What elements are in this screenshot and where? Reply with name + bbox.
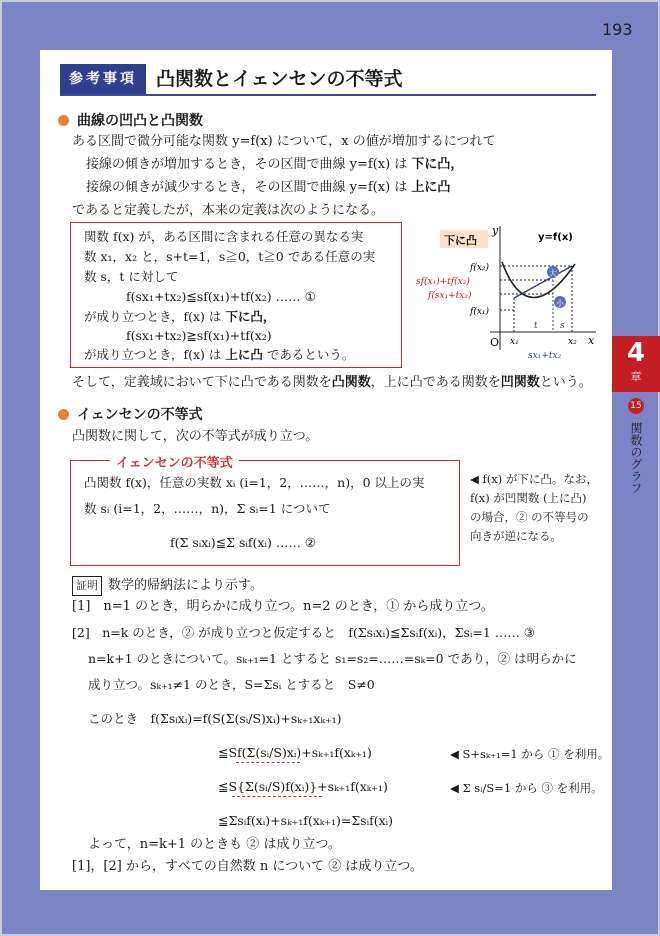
def-line-3: 数 s，t に対して	[84, 269, 179, 284]
label-sf: sf(x₁)+tf(x₂)	[416, 277, 470, 287]
proof-line-1: [1] n=1 のとき，明らかに成り立つ。n=2 のとき，① から成り立つ。	[72, 599, 494, 614]
jensen-box-title: イェンセンの不等式	[110, 452, 239, 471]
s1-line-3	[86, 179, 450, 197]
def-line-2: 数 x₁，x₂ と，s+t=1，s≧0，t≧0 である任意の実	[84, 249, 376, 264]
origin-label: O	[490, 336, 500, 349]
label-x2: x₂	[568, 337, 577, 347]
proof-line-10: [1]，[2] から，すべての自然数 n について ② は成り立つ。	[72, 859, 423, 874]
s1-after-box	[72, 374, 592, 392]
chapter-label: 章	[630, 370, 642, 383]
proof-intro	[72, 576, 263, 596]
def-line-7-text: が成り立つとき，f(x) は	[84, 347, 222, 362]
s2-intro: 凸関数に関して，次の不等式が成り立つ。	[72, 429, 319, 444]
curve-label: y=f(x)	[538, 232, 573, 243]
graph-tag: 下に凸	[444, 234, 477, 247]
def-ineq-1: f(sx₁+tx₂)≦sf(x₁)+tf(x₂) …… ①	[126, 289, 316, 304]
def-line-7-end: であるという。	[266, 347, 355, 362]
proof-line-4: 成り立つ。sₖ₊₁≠1 のとき，S=Σsᵢ とすると S≠0	[88, 677, 375, 692]
s1-line-4: であると定義したが，本来の定義は次のようになる。	[72, 203, 385, 218]
convex-graph	[410, 222, 600, 362]
section-title-vertical: 関数のグラフ	[629, 421, 643, 494]
proof-line-8: ≦Σsᵢf(xᵢ)+sₖ₊₁f(xₖ₊₁)=Σsᵢf(xᵢ)	[218, 813, 394, 828]
jensen-line-1: 凸関数 f(x)，任意の実数 xᵢ (i=1，2，……，n)，0 以上の実	[84, 475, 425, 490]
proof-line-9: よって，n=k+1 のときも ② は成り立つ。	[88, 837, 341, 852]
page-number: 193	[602, 20, 633, 39]
def-ineq-2: f(sx₁+tx₂)≧sf(x₁)+tf(x₂)	[126, 328, 272, 343]
section-number-badge: 15	[628, 398, 644, 414]
after-box-post: という。	[539, 375, 592, 390]
term-concave-function: 凹関数	[500, 375, 540, 390]
reference-tag: 参考事項	[60, 64, 146, 94]
label-fx2: f(x₂)	[470, 263, 490, 273]
section2-heading-text: イェンセンの不等式	[77, 407, 203, 423]
proof-line-5: このとき f(Σsᵢxᵢ)=f(S(Σ(sᵢ/S)xᵢ)+sₖ₊₁xₖ₊₁)	[88, 711, 342, 726]
def-line-7	[84, 346, 354, 364]
term-convex-function: 凸関数	[331, 375, 371, 390]
proof-line-0: 数学的帰納法により示す。	[108, 578, 263, 593]
s1-line-1: ある区間で微分可能な関数 y=f(x) について，x の値が増加するにつれて	[72, 134, 496, 149]
def-line-5-text: が成り立つとき，f(x) は	[84, 309, 222, 324]
proof-line-6: ≦Sf(Σ(sᵢ/S)xᵢ)+sₖ₊₁f(xₖ₊₁)	[218, 745, 372, 760]
dash-underline-1	[236, 762, 300, 763]
big-label: 大	[549, 269, 557, 278]
bullet-dot-icon	[58, 409, 69, 420]
section-index	[622, 398, 646, 494]
section1-heading	[58, 110, 203, 130]
bullet-dot-icon	[58, 115, 69, 126]
chord-line	[514, 266, 572, 298]
y-axis-label: y	[492, 224, 499, 237]
s1-line-2-text: 接線の傾きが増加するとき，その区間で曲線 y=f(x) は	[86, 157, 408, 172]
term-lower-convex: 下に凸，	[411, 157, 464, 172]
jensen-ineq: f(Σ sᵢxᵢ)≦Σ sᵢf(xᵢ) …… ②	[170, 535, 316, 550]
section2-heading	[58, 404, 203, 424]
jensen-side-note: ◀ f(x) が下に凸。なお，f(x) が凹関数 (上に凸) の場合，② の不等号の向きが逆になる。	[470, 472, 598, 543]
proof-line-7: ≦S{Σ(sᵢ/S)f(xᵢ)}+sₖ₊₁f(xₖ₊₁)	[218, 779, 388, 794]
label-s: s	[560, 321, 565, 331]
s1-line-3-text: 接線の傾きが減少するとき，その区間で曲線 y=f(x) は	[86, 180, 408, 195]
def-line-5	[84, 308, 275, 326]
jensen-line-2: 数 sᵢ (i=1，2，……，n)，Σ sᵢ=1 について	[84, 501, 331, 516]
chapter-tab[interactable]	[612, 336, 660, 392]
dash-underline-2	[232, 796, 322, 797]
title-bar	[60, 64, 596, 96]
proof-line-3: n=k+1 のときについて。sₖ₊₁=1 とすると s₁=s₂=……=sₖ=0 であり，② は明らかに	[88, 651, 577, 666]
label-fmix: f(sx₁+tx₂)	[428, 291, 472, 301]
proof-line-2: [2] n=k のとき，② が成り立つと仮定すると f(Σsᵢxᵢ)≦Σsᵢf(xᵢ)，Σsᵢ=1 …… ③	[72, 625, 535, 640]
section1-heading-text: 曲線の凹凸と凸関数	[77, 113, 203, 129]
def-term-upper: 上に凸	[225, 347, 263, 362]
label-t: t	[534, 321, 538, 331]
proof-side-note-2: ◀ Σ sᵢ/S=1 から ③ を利用。	[450, 781, 603, 795]
def-line-1: 関数 f(x) が，ある区間に含まれる任意の異なる実	[84, 229, 364, 244]
proof-tag: 証明	[72, 576, 102, 596]
small-label: 小	[556, 299, 564, 308]
label-x1: x₁	[510, 337, 519, 347]
def-term-lower: 下に凸，	[225, 309, 276, 324]
label-mix: sx₁+tx₂	[528, 351, 562, 361]
page-title: 凸関数とイェンセンの不等式	[156, 68, 403, 90]
s1-line-2	[86, 156, 463, 174]
label-fx1: f(x₁)	[470, 307, 490, 317]
after-box-mid: ，上に凸である関数を	[370, 375, 501, 390]
proof-side-note-1: ◀ S+sₖ₊₁=1 から ① を利用。	[450, 747, 610, 761]
term-upper-convex: 上に凸	[411, 180, 451, 195]
x-axis-label: x	[588, 334, 595, 347]
after-box-pre: そして，定義域において下に凸である関数を	[72, 375, 332, 390]
chapter-number: 4	[626, 338, 646, 368]
